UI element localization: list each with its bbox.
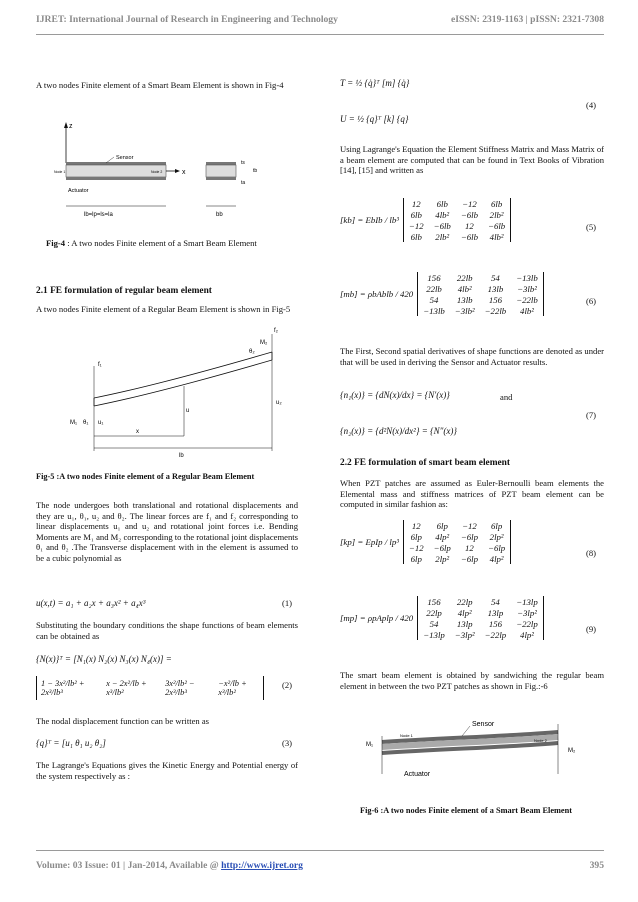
- equation-6: [340, 272, 544, 316]
- eq6-table: 156 22lb 54 −13lb 22lb 4lb² 13lb −3lb² 54 13lb 156 −22lb −13lb −3lb² −22lb 4lb²: [423, 272, 538, 316]
- paragraph-derivatives: The First, Second spatial derivatives of shape functions are denoted as under that will be used in deriving the Sensor and Actuator results.: [340, 346, 604, 367]
- u1-label: u₁: [98, 420, 104, 426]
- fig6-caption: Fig-6 :A two nodes Finite element of a Smart Beam Element: [360, 806, 572, 815]
- header-rule: [36, 34, 604, 35]
- figure-5: [54, 326, 299, 466]
- page-number: 395: [589, 860, 604, 871]
- t2-label: θ₂: [249, 349, 255, 355]
- length-label: lb=lp=ls=la: [84, 212, 113, 218]
- equation-8: [340, 520, 511, 564]
- bb-label: bb: [216, 212, 223, 218]
- equation-2-terms: [36, 676, 264, 700]
- eq9-lhs: [mp] = ρpAplp / 420: [340, 613, 414, 623]
- z-label: z: [69, 123, 73, 130]
- paragraph-shape-functions: Substituting the boundary conditions the shape functions of beam elements can be obtained as: [36, 620, 298, 641]
- equation-1-number: (1): [282, 598, 293, 608]
- eq8-matrix: [403, 520, 511, 564]
- footer-link[interactable]: http://www.ijret.org: [221, 860, 303, 871]
- paragraph-nodal: The nodal displacement function can be written as: [36, 716, 210, 726]
- fig6-sensor-leader: [462, 726, 470, 736]
- equation-3-number: (3): [282, 738, 293, 748]
- fig6-m1-label: M₁: [366, 742, 374, 748]
- equation-7-number: (7): [586, 410, 597, 420]
- equation-4-number: (4): [586, 100, 597, 110]
- f1-label: f₁: [98, 362, 102, 368]
- equation-6-number: (6): [586, 296, 597, 306]
- paragraph-stiffness-mass: Using Lagrange's Equation the Element Stiffness Matrix and Mass Matrix of a beam element are computed that can be found in Text Books of Vibration [14], [15] and written as: [340, 144, 604, 176]
- equation-2-line1: {N(x)}ᵀ = [N₁(x) N₂(x) N₃(x) N₄(x)] =: [36, 654, 172, 664]
- eq9-table: 156 22lp 54 −13lp 22lp 4lp² 13lp −3lp² 54 13lp 156 −22lp −13lp −3lp² −22lp 4lp²: [423, 596, 538, 640]
- fig4-caption-text: : A two nodes Finite element of a Smart Beam Element: [67, 238, 257, 248]
- section-actuator: [206, 177, 236, 180]
- actuator-label: Actuator: [68, 188, 89, 194]
- paragraph-sandwich: The smart beam element is obtained by sandwiching the regular beam element in between the two PZT patches as shown in Fig.:-6: [340, 670, 604, 691]
- equation-8-number: (8): [586, 548, 597, 558]
- section-sensor: [206, 162, 236, 165]
- eq8-table: 12 6lp −12 6lp 6lp 4lp² −6lp 2lp² −12 −6lp 12 −6lp 6lp 2lp² −6lp 4lp²: [408, 520, 506, 564]
- u2-label: u₂: [276, 400, 282, 406]
- x-label: x: [182, 169, 186, 176]
- beam-bottom: [94, 360, 272, 406]
- ts-label: ts: [241, 160, 245, 166]
- section-2-1-title: 2.1 FE formulation of regular beam element: [36, 286, 212, 296]
- equation-5-number: (5): [586, 222, 597, 232]
- m1-label: M₁: [70, 420, 78, 426]
- sensor-label: Sensor: [116, 155, 134, 161]
- m2-label: M₂: [260, 340, 268, 346]
- equation-4b: U = ½ {q}ᵀ [k] {q}: [340, 114, 409, 124]
- fig6-sensor-label: Sensor: [472, 721, 495, 728]
- node1-label: Node 1: [54, 170, 66, 174]
- running-header: [36, 14, 604, 25]
- shape-term-3: 3x²/lb² − 2x³/lb³: [165, 679, 195, 697]
- f2-label: f₂: [274, 328, 278, 334]
- actuator-layer: [66, 177, 166, 180]
- eq5-table: 12 6lb −12 6lb 6lb 4lb² −6lb 2lb² −12 −6lb 12 −6lb 6lb 2lb² −6lb 4lb²: [408, 198, 506, 242]
- section-2-2-title: 2.2 FE formulation of smart beam element: [340, 458, 511, 468]
- paragraph-displacements: The node undergoes both translational and rotational displacements and they are u₁, θ₁, u₂ and θ₂. The linear forces are f₁ and f₂ corresponding to linear displacements u₁ and u₂ and rotational joint forces i.e. Bending Moments are M₁ and M₂ corresponding to the rotational joint displacements θ₁ and θ₂ .The Transverse displacement with in the element is assumed to be a cubic polynomial as: [36, 500, 298, 563]
- issn: eISSN: 2319-1163 | pISSN: 2321-7308: [451, 14, 604, 25]
- equation-7a-and: and: [500, 392, 513, 402]
- equation-7b: {n₂(x)} = {d²N(x)/dx²} = {N″(x)}: [340, 426, 457, 436]
- ta-label: ta: [241, 180, 246, 186]
- sec21-intro: A two nodes Finite element of a Regular Beam Element is shown in Fig-5: [36, 304, 291, 314]
- z-arrow: [64, 122, 68, 128]
- shape-term-4: −x²/lb + x³/lb²: [218, 679, 247, 697]
- x-label: x: [136, 429, 139, 435]
- u-label: u: [186, 408, 190, 414]
- running-footer: [36, 860, 604, 871]
- fig6-m2-label: M₂: [568, 748, 576, 754]
- equation-3: {q}ᵀ = [u₁ θ₁ u₂ θ₂]: [36, 738, 106, 748]
- eq6-matrix: [417, 272, 544, 316]
- fig6-node1-label: Node 1: [400, 733, 413, 738]
- shape-term-1: 1 − 3x²/lb² + 2x³/lb³: [41, 679, 85, 697]
- figure-6: [362, 714, 602, 784]
- fig4-caption-label: Fig-4: [46, 238, 66, 248]
- eq9-matrix: [417, 596, 544, 640]
- fig6-node2-label: Node 2: [534, 738, 547, 743]
- footer-volume-text: Volume: 03 Issue: 01 | Jan-2014, Available @: [36, 860, 219, 871]
- figure-4: [56, 118, 301, 228]
- beam-top: [94, 352, 272, 398]
- sensor-layer: [66, 162, 166, 165]
- x-arrow: [175, 169, 180, 173]
- fig4-caption: [46, 238, 276, 248]
- eq5-matrix: [403, 198, 511, 242]
- paragraph-lagrange: The Lagrange's Equations gives the Kinetic Energy and Potential energy of the system respectively as :: [36, 760, 298, 781]
- equation-9: [340, 596, 544, 640]
- section-core: [206, 165, 236, 177]
- journal-title: IJRET: International Journal of Research in Engineering and Technology: [36, 14, 338, 25]
- t1-label: θ₁: [83, 420, 89, 426]
- intro-paragraph: A two nodes Finite element of a Smart Beam Element is shown in Fig-4: [36, 80, 284, 90]
- eq6-lhs: [mb] = ρbAblb / 420: [340, 289, 414, 299]
- equation-7a: {n₁(x)} = {dN(x)/dx} = {N′(x)}: [340, 390, 450, 400]
- equation-1: u(x,t) = a₁ + a₂x + a₃x² + a₄x³: [36, 598, 146, 608]
- equation-5: [340, 198, 511, 242]
- lb-label: lb: [179, 453, 184, 459]
- eq8-lhs: [kp] = EpIp / lp³: [340, 537, 399, 547]
- equation-2-number: (2): [282, 680, 293, 690]
- fig6-actuator-label: Actuator: [404, 771, 431, 778]
- node2-label: Node 2: [151, 170, 163, 174]
- paragraph-pzt: When PZT patches are assumed as Euler-Bernoulli beam elements the Elemental mass and stiffness matrices of PZT beam element can be computed in similar fashion as:: [340, 478, 604, 510]
- shape-term-2: x − 2x²/lb + x³/lb²: [106, 679, 147, 697]
- tb-label: tb: [253, 168, 258, 174]
- equation-9-number: (9): [586, 624, 597, 634]
- fig5-caption: Fig-5 :A two nodes Finite element of a Regular Beam Element: [36, 472, 255, 481]
- eq5-lhs: [kb] = EbIb / lb³: [340, 215, 399, 225]
- equation-4a: T = ½ {q̇}ᵀ [m] {q̇}: [340, 78, 410, 88]
- footer-rule: [36, 850, 604, 851]
- footer-volume: [36, 860, 303, 871]
